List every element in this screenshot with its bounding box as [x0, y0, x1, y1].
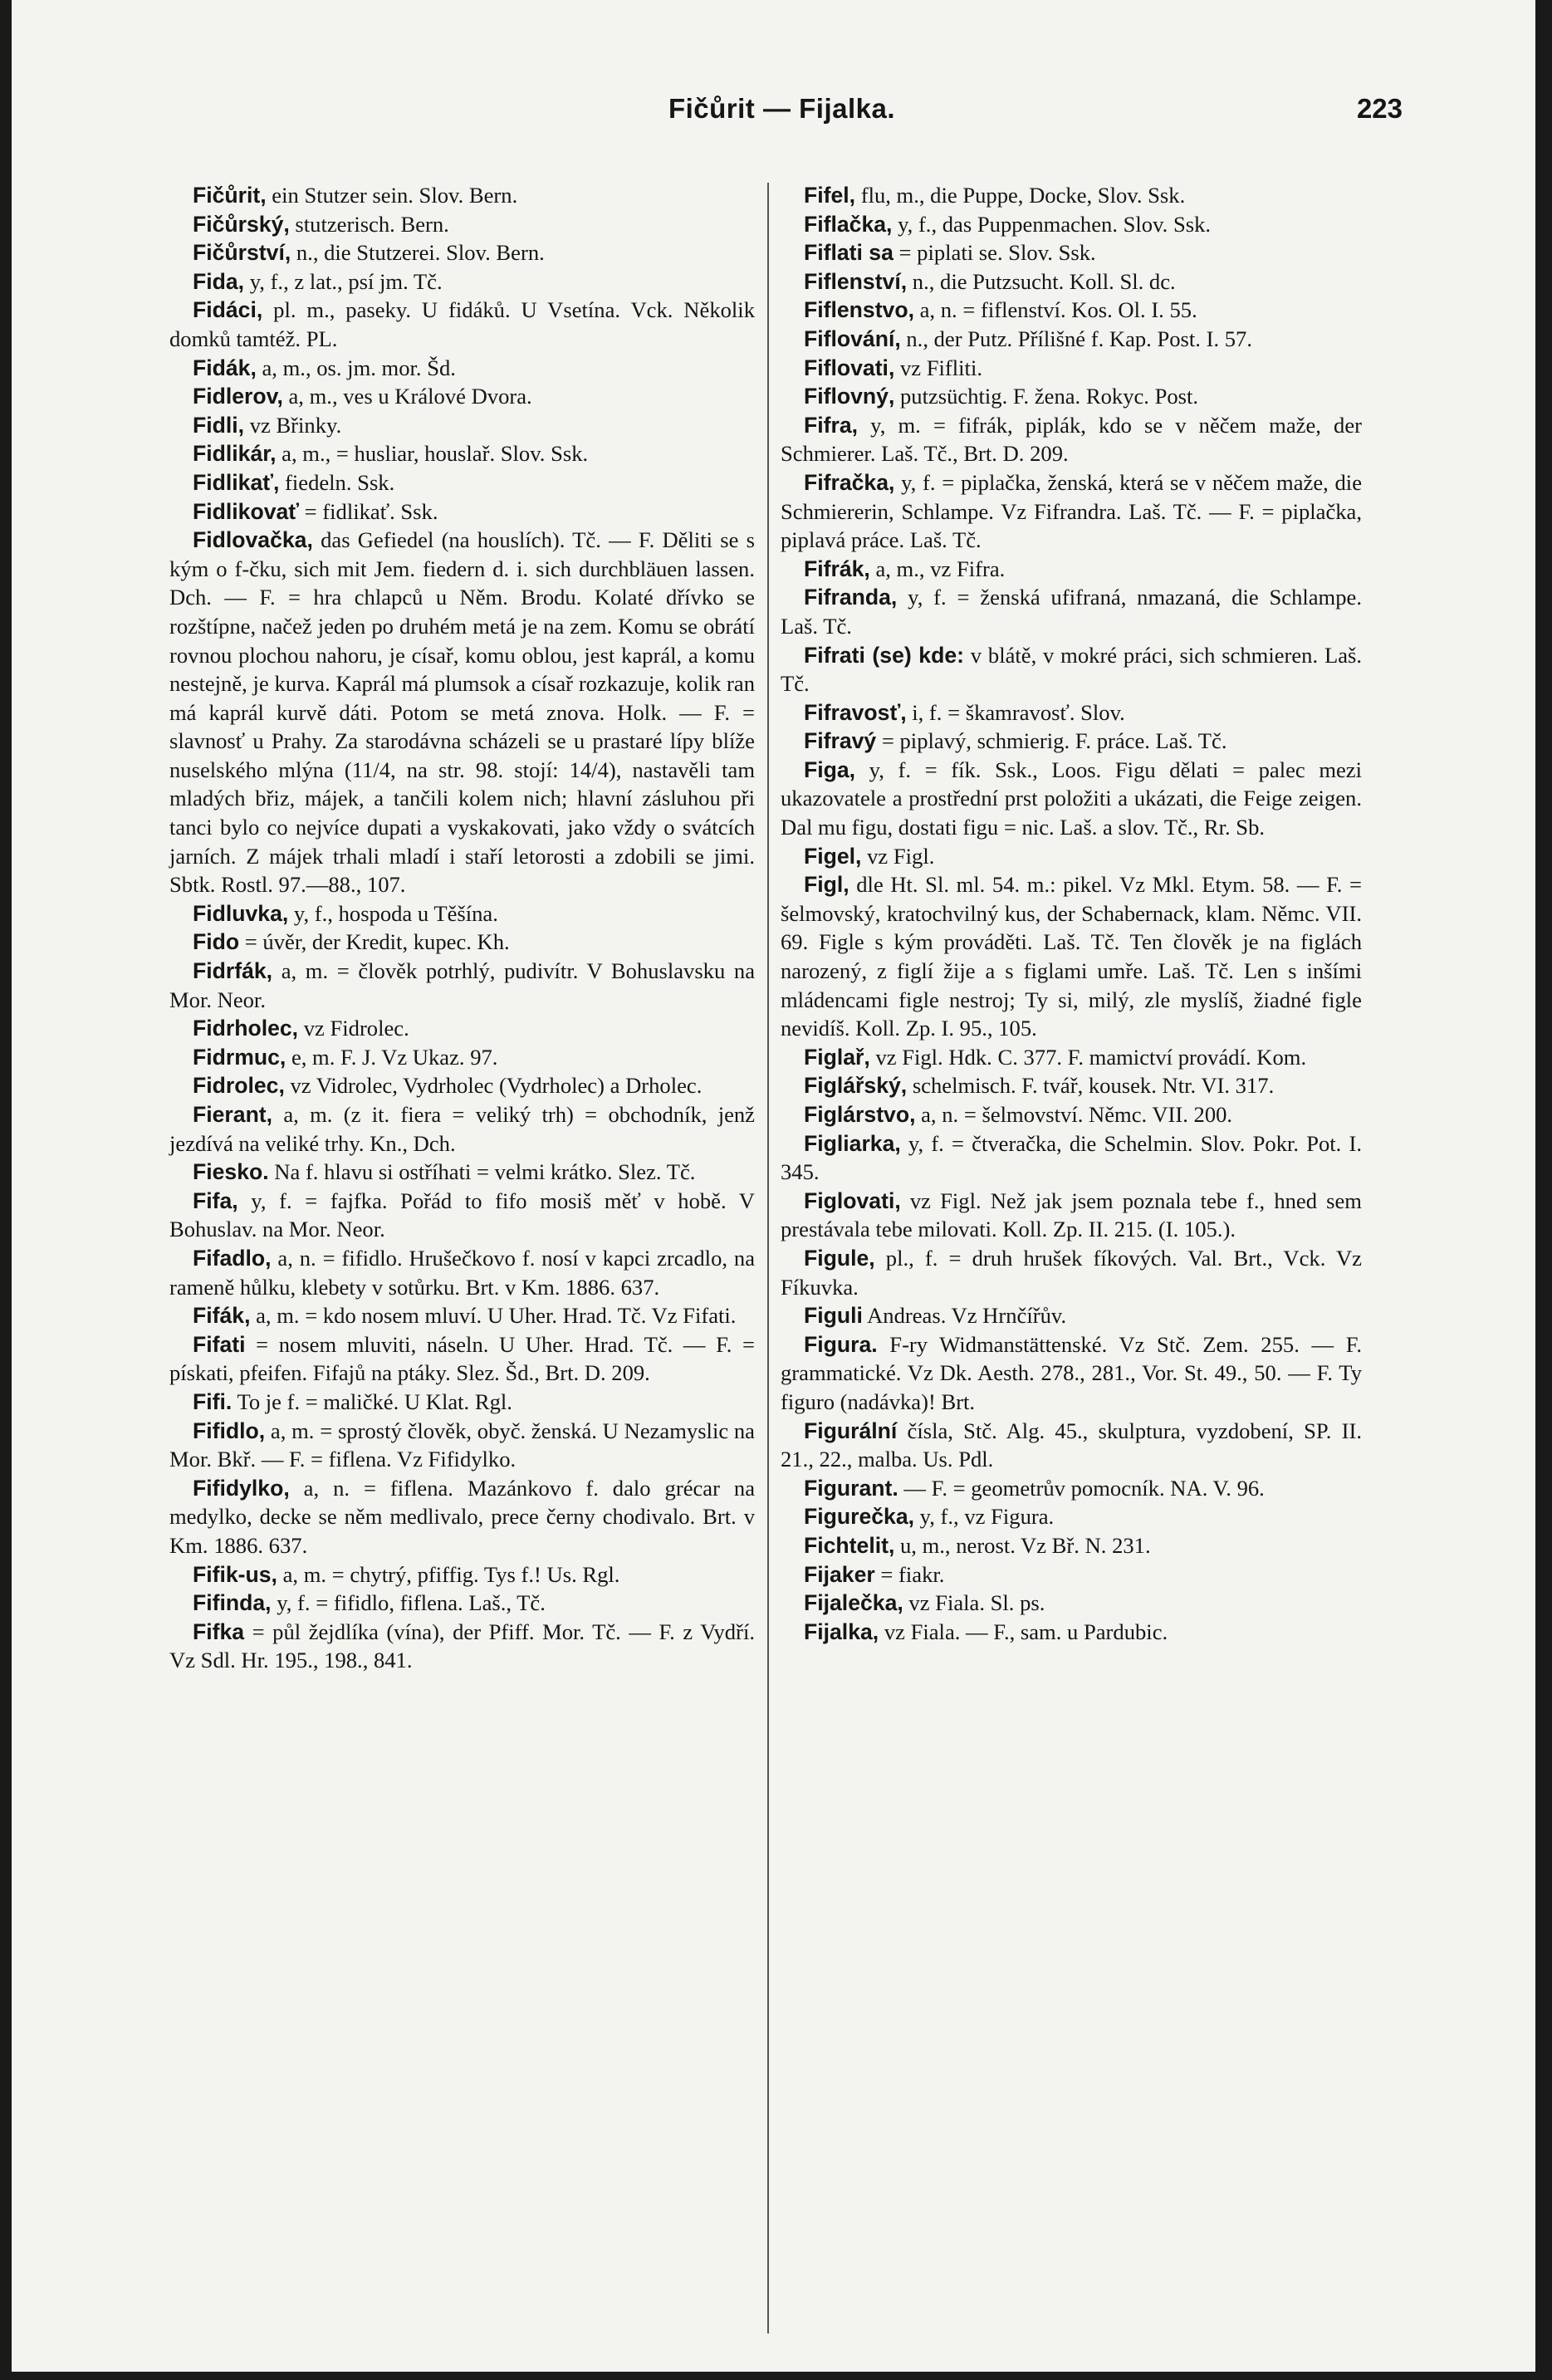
dictionary-entry: [169, 1417, 755, 1474]
dictionary-entry: [781, 267, 1362, 296]
dictionary-entry: [781, 1043, 1362, 1072]
entry-text: putzsüchtig. F. žena. Rokyc. Post.: [894, 384, 1199, 409]
entry-text: a, n. = fiflena. Mazánkovo f. dalo grécar na medylko, decke se něm medlivalo, prece černy chodivalo. Brt. v Km. 1886. 637.: [169, 1475, 755, 1558]
entry-text: F-ry Widmanstättenské. Vz Stč. Zem. 255. — F. grammatické. Vz Dk. Aesth. 278., 281., Vor. St. 49., 50. — F. Ty figuro (nadávka)! Brt.: [781, 1331, 1362, 1414]
dictionary-entry: [781, 181, 1362, 210]
dictionary-entry: [169, 1014, 755, 1043]
entry-text: y, f., hospoda u Těšína.: [288, 900, 498, 926]
dictionary-entry: [781, 1560, 1362, 1589]
dictionary-entry: [781, 210, 1362, 239]
dictionary-entry: [781, 698, 1362, 727]
dictionary-entry: [781, 1589, 1362, 1618]
entry-text: stutzerisch. Bern.: [289, 211, 449, 237]
entry-text: y, f., vz Figura.: [914, 1504, 1055, 1530]
entry-text: vz Fiala. — F., sam. u Pardubic.: [879, 1618, 1168, 1644]
dictionary-entry: [169, 1589, 755, 1618]
dictionary-entry: [781, 1129, 1362, 1187]
entry-headword: Fidlikovať: [193, 498, 300, 524]
entry-headword: Fifravosť,: [804, 699, 907, 725]
entry-text: a, m. = chytrý, pfiffig. Tys f.! Us. Rgl.: [277, 1561, 620, 1587]
column-divider: [767, 183, 769, 2333]
entry-headword: Fifranda,: [804, 585, 898, 610]
entry-headword: Figl,: [804, 872, 849, 898]
entry-text: = piplati se. Slov. Ssk.: [893, 240, 1096, 266]
entry-headword: Figule,: [804, 1245, 875, 1271]
entry-text: dle Ht. Sl. ml. 54. m.: pikel. Vz Mkl. Etym. 58. — F. = šelmovský, kratochvilný kus, der Schabernack, klam. Němc. VII. 69. Figle s kým prováděti. Laš. Tč. Ten člověk je na figlách narozený, z figlí žije a s figlami umře. Laš. Tč. Len s inšími mládencami figle nestroj; Ty si, milý, zle myslíš, žiadné figle nevidíš. Koll. Zp. I. 95., 105.: [781, 872, 1362, 1041]
dictionary-entry: [169, 382, 755, 411]
entry-text: vz Vidrolec, Vydrholec (Vydrholec) a Drholec.: [284, 1073, 703, 1099]
entry-headword: Figa,: [804, 757, 856, 782]
dictionary-entry: [169, 181, 755, 210]
entry-headword: Fijaker: [804, 1561, 875, 1587]
dictionary-entry: [781, 296, 1362, 325]
entry-text: vz Fifliti.: [894, 355, 982, 380]
entry-headword: Fifati: [193, 1331, 246, 1357]
entry-headword: Fido: [193, 929, 240, 955]
entry-text: a, m., ves u Králové Dvora.: [282, 384, 532, 409]
entry-text: = nosem mluviti, náseln. U Uher. Hrad. Tč. — F. = pískati, pfeifen. Fifajů na ptáky. Slez. Šd., Brt. D. 209.: [169, 1331, 755, 1386]
entry-text: n., die Stutzerei. Slov. Bern.: [291, 240, 545, 266]
entry-text: ein Stutzer sein. Slov. Bern.: [266, 183, 518, 208]
dictionary-entry: [781, 1100, 1362, 1129]
entry-text: pl. m., paseky. U fidáků. U Vsetína. Vck. Několik domků tamtéž. PL.: [169, 297, 755, 351]
dictionary-entry: [169, 1560, 755, 1589]
entry-headword: Figurální: [804, 1418, 898, 1443]
entry-text: vz Figl.: [861, 843, 935, 869]
entry-text: flu, m., die Puppe, Docke, Slov. Ssk.: [855, 183, 1186, 208]
entry-headword: Fidli,: [193, 412, 245, 438]
entry-headword: Fifrati (se) kde:: [804, 642, 964, 668]
dictionary-entry: [781, 1071, 1362, 1100]
entry-headword: Fiflačka,: [804, 211, 893, 237]
entry-headword: Figlovati,: [804, 1188, 901, 1213]
dictionary-entry: [169, 1043, 755, 1072]
dictionary-entry: [169, 296, 755, 353]
entry-text: v blátě, v mokré práci, sich schmieren. Laš. Tč.: [781, 642, 1362, 697]
left-column: [169, 181, 755, 1675]
dictionary-entry: [781, 1417, 1362, 1474]
dictionary-entry: [781, 870, 1362, 1043]
entry-text: — F. = geometrův pomocník. NA. V. 96.: [898, 1475, 1265, 1501]
entry-headword: Fifa,: [193, 1188, 238, 1213]
dictionary-entry: [169, 1244, 755, 1301]
dictionary-entry: [169, 439, 755, 468]
entry-text: y, f. = piplačka, ženská, která se v něčem maže, die Schmiererin, Schlampe. Vz Fifrandra. Laš. Tč. — F. = piplačka, piplavá práce. Laš. Tč.: [781, 469, 1362, 553]
entry-headword: Fidrmuc,: [193, 1044, 286, 1070]
entry-headword: Figurečka,: [804, 1504, 915, 1530]
entry-headword: Fijalka,: [804, 1618, 879, 1644]
entry-text: pl., f. = druh hrušek fíkových. Val. Brt., Vck. Vz Fíkuvka.: [781, 1245, 1362, 1300]
entry-text: To je f. = maličké. U Klat. Rgl.: [232, 1388, 512, 1414]
entry-text: vz Figl. Než jak jsem poznala tebe f., hned sem prestávala tebe milovati. Koll. Zp. II. 215. (I. 105.).: [781, 1188, 1362, 1242]
entry-headword: Figuli: [804, 1303, 863, 1329]
entry-text: y, f., z lat., psí jm. Tč.: [244, 268, 443, 294]
entry-text: vz Figl. Hdk. C. 377. F. mamictví provádí. Kom.: [869, 1044, 1307, 1070]
entry-text: a, m. = člověk potrhlý, pudivítr. V Bohuslavsku na Mor. Neor.: [169, 958, 755, 1012]
dictionary-entry: [781, 468, 1362, 555]
entry-headword: Fiflovati,: [804, 355, 895, 380]
dictionary-entry: [781, 354, 1362, 383]
entry-headword: Fiflovný,: [804, 384, 895, 409]
dictionary-entry: [781, 641, 1362, 698]
entry-text: i, f. = škamravosť. Slov.: [906, 699, 1125, 725]
entry-headword: Fifel,: [804, 183, 856, 208]
dictionary-entry: [781, 1502, 1362, 1531]
entry-headword: Figlárstvo,: [804, 1102, 916, 1127]
entry-headword: Fifák,: [193, 1303, 251, 1329]
entry-headword: Fida,: [193, 268, 245, 294]
dictionary-entry: [169, 238, 755, 267]
dictionary-entry: [781, 842, 1362, 871]
dictionary-entry: [169, 267, 755, 296]
entry-text: a, n. = šelmovství. Němc. VII. 200.: [915, 1102, 1233, 1127]
dictionary-entry: [169, 1100, 755, 1158]
entry-text: y, f., das Puppenmachen. Slov. Ssk.: [892, 211, 1212, 237]
entry-headword: Fidák,: [193, 355, 257, 380]
entry-text: a, m., vz Fifra.: [869, 556, 1006, 581]
entry-headword: Figlářský,: [804, 1073, 908, 1099]
entry-text: y, f. = fajfka. Pořád to fifo mosiš měť v hobě. V Bohuslav. na Mor. Neor.: [169, 1188, 755, 1242]
dictionary-entry: [169, 899, 755, 928]
dictionary-entry: [169, 1301, 755, 1330]
entry-text: u, m., nerost. Vz Bř. N. 231.: [894, 1532, 1151, 1558]
entry-headword: Fijalečka,: [804, 1590, 903, 1616]
right-column: [781, 181, 1362, 1646]
entry-text: fiedeln. Ssk.: [279, 469, 395, 495]
entry-text: e, m. F. J. Vz Ukaz. 97.: [286, 1044, 498, 1070]
entry-text: a, m. = sprostý člověk, obyč. ženská. U Nezamyslic na Mor. Bkř. — F. = fiflena. Vz Fifidylko.: [169, 1418, 755, 1472]
entry-headword: Fifračka,: [804, 469, 895, 495]
entry-text: = půl žejdlíka (vína), der Pfiff. Mor. Tč. — F. z Vydří. Vz Sdl. Hr. 195., 198., 841.: [169, 1618, 755, 1673]
dictionary-entry: [781, 1618, 1362, 1647]
dictionary-entry: [169, 1071, 755, 1100]
entry-headword: Fifik-us,: [193, 1561, 277, 1587]
dictionary-page: [12, 0, 1535, 2372]
dictionary-entry: [169, 1158, 755, 1187]
entry-text: vz Fiala. Sl. ps.: [903, 1590, 1045, 1616]
entry-text: čísla, Stč. Alg. 45., skulptura, vyzdobení, SP. II. 21., 22., malba. Us. Pdl.: [781, 1418, 1362, 1472]
dictionary-entry: [781, 1187, 1362, 1244]
entry-text: y, m. = fifrák, piplák, kdo se v něčem maže, der Schmierer. Laš. Tč., Brt. D. 209.: [781, 412, 1362, 467]
dictionary-entry: [169, 468, 755, 497]
entry-text: Na f. hlavu si ostříhati = velmi krátko. Slez. Tč.: [268, 1159, 696, 1185]
entry-headword: Figliarka,: [804, 1130, 901, 1156]
entry-headword: Fifadlo,: [193, 1245, 272, 1271]
entry-text: n., der Putz. Přílišné f. Kap. Post. I. 57.: [900, 326, 1252, 351]
entry-text: y, f. = fík. Ssk., Loos. Figu dělati = palec mezi ukazovatele a prostřední prst položiti a ukázati, die Feige zeigen. Dal mu figu, dostati figu = nic. Laš. a slov. Tč., Rr. Sb.: [781, 757, 1362, 840]
dictionary-entry: [781, 555, 1362, 584]
entry-text: = úvěr, der Kredit, kupec. Kh.: [239, 929, 510, 955]
entry-headword: Fidlovačka,: [193, 527, 313, 553]
dictionary-entry: [781, 583, 1362, 640]
entry-headword: Fiflati sa: [804, 240, 894, 266]
entry-headword: Fidlikár,: [193, 441, 277, 467]
dictionary-entry: [781, 1474, 1362, 1503]
dictionary-entry: [169, 1388, 755, 1417]
entry-text: a, n. = fifidlo. Hrušečkovo f. nosí v kapci zrcadlo, na rameně hůlku, klebety v sotůrku. Brt. v Km. 1886. 637.: [169, 1245, 755, 1300]
entry-headword: Fidrholec,: [193, 1016, 299, 1041]
entry-headword: Fidlerov,: [193, 384, 283, 409]
dictionary-entry: [781, 1531, 1362, 1560]
entry-headword: Fierant,: [193, 1102, 273, 1127]
entry-text: y, f. = čtveračka, die Schelmin. Slov. Pokr. Pot. I. 345.: [781, 1130, 1362, 1185]
entry-text: schelmisch. F. tvář, kousek. Ntr. VI. 317.: [907, 1073, 1275, 1099]
entry-text: a, m. (z it. fiera = veliký trh) = obchodník, jenž jezdívá na veliké trhy. Kn., Dch.: [169, 1102, 755, 1156]
entry-headword: Fichtelit,: [804, 1532, 895, 1558]
entry-headword: Fifidylko,: [193, 1475, 290, 1501]
dictionary-entry: [781, 411, 1362, 468]
entry-headword: Figurant.: [804, 1475, 898, 1501]
entry-headword: Fifrák,: [804, 556, 870, 581]
entry-text: a, n. = fiflenství. Kos. Ol. I. 55.: [913, 297, 1197, 323]
entry-text: vz Fidrolec.: [298, 1016, 409, 1041]
entry-headword: Fifidlo,: [193, 1418, 266, 1443]
running-title: Fičůrit — Fijalka.: [668, 93, 896, 124]
dictionary-entry: [169, 928, 755, 957]
dictionary-entry: [781, 325, 1362, 354]
entry-headword: Fiflenství,: [804, 268, 908, 294]
dictionary-entry: [781, 1330, 1362, 1417]
dictionary-entry: [169, 1474, 755, 1560]
entry-headword: Fifi.: [193, 1388, 233, 1414]
entry-headword: Fidrolec,: [193, 1073, 285, 1099]
entry-headword: Fiflenstvo,: [804, 297, 914, 323]
dictionary-entry: [169, 210, 755, 239]
dictionary-entry: [781, 756, 1362, 842]
page-number: 223: [1356, 93, 1403, 124]
dictionary-entry: [169, 957, 755, 1014]
entry-text: y, f. = fifidlo, fiflena. Laš., Tč.: [271, 1590, 546, 1616]
entry-text: = piplavý, schmierig. F. práce. Laš. Tč.: [876, 728, 1227, 754]
entry-headword: Fidáci,: [193, 297, 263, 323]
dictionary-entry: [169, 497, 755, 526]
entry-headword: Figura.: [804, 1331, 878, 1357]
dictionary-entry: [781, 238, 1362, 267]
dictionary-entry: [169, 1618, 755, 1675]
entry-headword: Figel,: [804, 843, 862, 869]
entry-text: das Gefiedel (na houslích). Tč. — F. Děliti se s kým o f-čku, sich mit Jem. fiedern d. i. sich durchbläuen lassen. Dch. — F. = hra chlapců u Něm. Brodu. Kolaté dřívko se rozštípne, načež jeden po druhém metá je na zem. Komu se obrátí rovnou plochou nahoru, je císař, komu oblou, jest kaprál, a komu nestejně, je kurva. Kaprál má plumsok a císař rozkazuje, kolik ran má kaprál kurvě dáti. Potom se metá znova. Holk. — F. = slavnosť u Prahy. Za starodávna scházeli se u prastaré lípy blíže nuselského mlýna (11/4, na str. 98. stojí: 14/4), nastavěli tam mladých břiz, májek, a tančili kolem nich; hlavní zásluhou při tanci bylo co nejvíce dupati a vyskakovati, jako vždy o svátcích jarních. Z májek trhali mladí i staří letorosti a zdobili se jimi. Sbtk. Rostl. 97.—88., 107.: [169, 527, 755, 898]
entry-text: y, f. = ženská ufifraná, nmazaná, die Schlampe. Laš. Tč.: [781, 585, 1362, 639]
entry-headword: Fiflování,: [804, 326, 901, 351]
entry-headword: Fifinda,: [193, 1590, 272, 1616]
dictionary-entry: [781, 1301, 1362, 1330]
entry-text: n., die Putzsucht. Koll. Sl. dc.: [907, 268, 1176, 294]
entry-headword: Fiesko.: [193, 1159, 269, 1185]
dictionary-entry: [169, 411, 755, 440]
entry-headword: Fičůrský,: [193, 211, 290, 237]
entry-text: Andreas. Vz Hrnčířův.: [862, 1303, 1067, 1329]
dictionary-entry: [781, 382, 1362, 411]
entry-text: a, m., os. jm. mor. Šd.: [256, 355, 456, 380]
entry-text: a, m., = husliar, houslař. Slov. Ssk.: [276, 441, 589, 467]
entry-headword: Fifravý: [804, 728, 877, 754]
entry-headword: Fifra,: [804, 412, 859, 438]
entry-headword: Fidluvka,: [193, 900, 289, 926]
entry-headword: Fičůrit,: [193, 183, 267, 208]
dictionary-entry: [169, 1330, 755, 1388]
entry-text: = fiakr.: [874, 1561, 945, 1587]
entry-text: = fidlikať. Ssk.: [299, 498, 438, 524]
entry-headword: Fidrfák,: [193, 958, 273, 984]
dictionary-entry: [169, 1187, 755, 1244]
entry-headword: Figlař,: [804, 1044, 870, 1070]
dictionary-entry: [169, 354, 755, 383]
entry-text: a, m. = kdo nosem mluví. U Uher. Hrad. Tč. Vz Fifati.: [250, 1303, 737, 1329]
entry-headword: Fidlikať,: [193, 469, 280, 495]
dictionary-entry: [781, 1244, 1362, 1301]
entry-text: vz Břinky.: [244, 412, 342, 438]
entry-headword: Fičůrství,: [193, 240, 291, 266]
dictionary-entry: [781, 727, 1362, 756]
page-header: [161, 93, 1403, 135]
entry-headword: Fifka: [193, 1618, 245, 1644]
dictionary-entry: [169, 526, 755, 899]
